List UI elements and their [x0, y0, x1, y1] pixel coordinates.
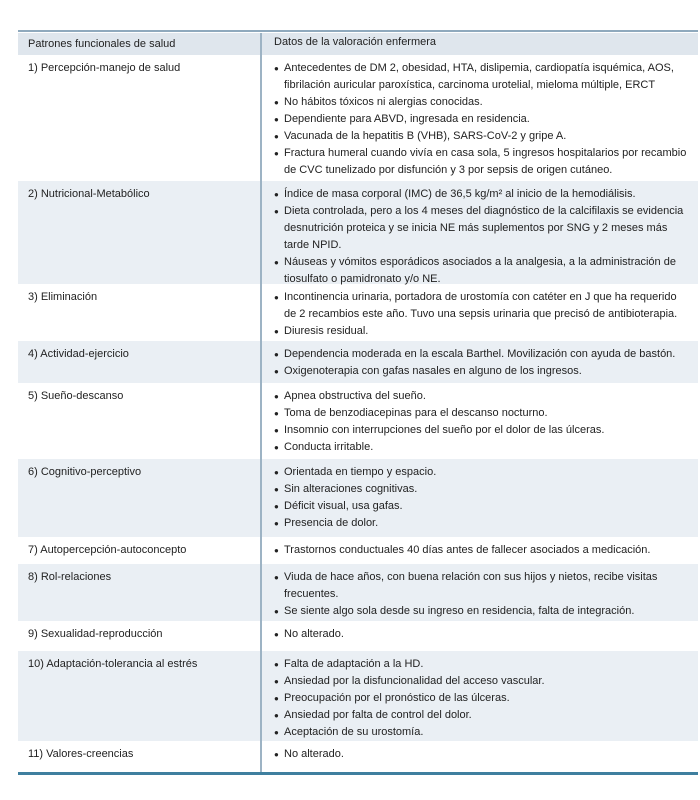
assessment-text: Ansiedad por falta de control del dolor. [284, 709, 472, 721]
assessment-item [274, 60, 690, 94]
assessment-item [274, 254, 690, 288]
assessment-text: Se siente algo sola desde su ingreso en residencia, falta de integración. [284, 605, 635, 617]
top-rule [18, 30, 698, 32]
bullet-icon: ● [274, 190, 279, 199]
assessment-item [274, 439, 690, 456]
bullet-icon: ● [274, 660, 279, 669]
table-row [18, 341, 698, 383]
assessment-item [274, 323, 690, 340]
assessment-text: Insomnio con interrupciones del sueño por el dolor de las úlceras. [284, 424, 605, 436]
bullet-icon: ● [274, 728, 279, 737]
assessment-text: Índice de masa corporal (IMC) de 36,5 kg/m² al inicio de la hemodiálisis. [284, 188, 636, 200]
assessment-item [274, 603, 690, 620]
assessment-item [274, 186, 690, 203]
bullet-icon: ● [274, 750, 279, 759]
pattern-cell: 8) Rol-relaciones [18, 564, 262, 621]
bullet-icon: ● [274, 64, 279, 73]
bullet-icon: ● [274, 98, 279, 107]
assessment-item [274, 94, 690, 111]
assessment-cell [262, 621, 698, 651]
assessment-cell [262, 341, 698, 383]
assessment-cell [262, 564, 698, 621]
assessment-cell [262, 537, 698, 564]
table-row [18, 741, 698, 773]
table-row [18, 564, 698, 621]
nursing-assessment-table [18, 33, 698, 773]
assessment-item [274, 203, 690, 254]
assessment-item [274, 690, 690, 707]
assessment-text: Dependencia moderada en la escala Barthel. Movilización con ayuda de bastón. [284, 348, 676, 360]
assessment-text: Apnea obstructiva del sueño. [284, 390, 426, 402]
assessment-text: Viuda de hace años, con buena relación con sus hijos y nietos, recibe visitas frecuentes. [284, 571, 658, 600]
assessment-text: Vacunada de la hepatitis B (VHB), SARS-CoV-2 y gripe A. [284, 130, 567, 142]
bullet-icon: ● [274, 607, 279, 616]
assessment-item [274, 422, 690, 439]
assessment-item [274, 481, 690, 498]
assessment-item [274, 405, 690, 422]
bullet-icon: ● [274, 327, 279, 336]
assessment-item [274, 346, 690, 363]
assessment-cell [262, 383, 698, 459]
assessment-item [274, 515, 690, 532]
assessment-item [274, 542, 690, 559]
assessment-text: Trastornos conductuales 40 días antes de fallecer asociados a medicación. [284, 544, 651, 556]
bullet-icon: ● [274, 367, 279, 376]
table-row [18, 621, 698, 651]
bullet-icon: ● [274, 502, 279, 511]
assessment-item [274, 289, 690, 323]
assessment-item [274, 707, 690, 724]
pattern-cell: 5) Sueño-descanso [18, 383, 262, 459]
pattern-cell: 10) Adaptación-tolerancia al estrés [18, 651, 262, 741]
header-data: Datos de la valoración enfermera [274, 36, 437, 48]
assessment-item [274, 128, 690, 145]
pattern-cell: 11) Valores-creencias [18, 741, 262, 773]
bullet-icon: ● [274, 426, 279, 435]
assessment-text: Diuresis residual. [284, 325, 369, 337]
bullet-icon: ● [274, 132, 279, 141]
assessment-cell [262, 181, 698, 284]
assessment-text: Sin alteraciones cognitivas. [284, 483, 418, 495]
bullet-icon: ● [274, 546, 279, 555]
bullet-icon: ● [274, 258, 279, 267]
bullet-icon: ● [274, 392, 279, 401]
table-row [18, 537, 698, 564]
assessment-text: Ansiedad por la disfuncionalidad del acceso vascular. [284, 675, 545, 687]
assessment-item [274, 569, 690, 603]
assessment-item [274, 746, 690, 763]
header-patterns: Patrones funcionales de salud [18, 33, 262, 55]
assessment-text: Antecedentes de DM 2, obesidad, HTA, dislipemia, cardiopatía isquémica, AOS, fibrilación auricular paroxística, carcinoma urotelial, mieloma múltiple, ERCT [284, 62, 674, 91]
assessment-text: Orientada en tiempo y espacio. [284, 466, 437, 478]
assessment-item [274, 673, 690, 690]
bullet-icon: ● [274, 677, 279, 686]
bullet-icon: ● [274, 293, 279, 302]
assessment-text: Oxigenoterapia con gafas nasales en alguno de los ingresos. [284, 365, 582, 377]
bullet-icon: ● [274, 207, 279, 216]
assessment-cell [262, 741, 698, 773]
assessment-item [274, 111, 690, 128]
table-row [18, 284, 698, 341]
pattern-cell: 3) Eliminación [18, 284, 262, 341]
bullet-icon: ● [274, 443, 279, 452]
assessment-text: No alterado. [284, 628, 344, 640]
assessment-item [274, 464, 690, 481]
bullet-icon: ● [274, 519, 279, 528]
table-row [18, 459, 698, 537]
assessment-item [274, 626, 690, 643]
assessment-cell [262, 284, 698, 341]
assessment-text: Fractura humeral cuando vivía en casa sola, 5 ingresos hospitalarios por recambio de CVC tunelizado por disfunción y 3 por sepsis de origen cutáneo. [284, 147, 687, 176]
table-row [18, 181, 698, 284]
assessment-text: Incontinencia urinaria, portadora de urostomía con catéter en J que ha requerido de 2 recambios este año. Tuvo una sepsis urinaria que precisó de antibioterapia. [284, 291, 678, 320]
assessment-text: Conducta irritable. [284, 441, 374, 453]
assessment-text: No hábitos tóxicos ni alergias conocidas. [284, 96, 483, 108]
assessment-item [274, 724, 690, 741]
assessment-text: Toma de benzodiacepinas para el descanso nocturno. [284, 407, 548, 419]
assessment-item [274, 363, 690, 380]
table-row [18, 383, 698, 459]
table-body [18, 55, 698, 773]
table-header [18, 33, 698, 55]
assessment-text: Preocupación por el pronóstico de las úlceras. [284, 692, 510, 704]
assessment-item [274, 498, 690, 515]
assessment-cell [262, 651, 698, 741]
assessment-cell [262, 459, 698, 537]
bullet-icon: ● [274, 485, 279, 494]
bullet-icon: ● [274, 468, 279, 477]
bullet-icon: ● [274, 149, 279, 158]
assessment-item [274, 145, 690, 179]
pattern-cell: 6) Cognitivo-perceptivo [18, 459, 262, 537]
assessment-text: Náuseas y vómitos esporádicos asociados a la analgesia, a la administración de tiosulfato o pamidronato y/o NE. [284, 256, 676, 285]
assessment-text: Déficit visual, usa gafas. [284, 500, 403, 512]
assessment-cell [262, 55, 698, 181]
bullet-icon: ● [274, 409, 279, 418]
assessment-item [274, 656, 690, 673]
pattern-cell: 2) Nutricional-Metabólico [18, 181, 262, 284]
assessment-text: Aceptación de su urostomía. [284, 726, 424, 738]
pattern-cell: 4) Actividad-ejercicio [18, 341, 262, 383]
bullet-icon: ● [274, 573, 279, 582]
assessment-text: Dieta controlada, pero a los 4 meses del diagnóstico de la calcifilaxis se evidencia desnutrición proteica y se inicia NE más suplementos por SNG y 2 meses más tarde NPID. [284, 205, 684, 251]
bullet-icon: ● [274, 350, 279, 359]
bullet-icon: ● [274, 630, 279, 639]
assessment-item [274, 388, 690, 405]
bullet-icon: ● [274, 115, 279, 124]
assessment-text: No alterado. [284, 748, 344, 760]
bullet-icon: ● [274, 711, 279, 720]
table-row [18, 651, 698, 741]
bottom-rule [18, 772, 698, 775]
assessment-text: Falta de adaptación a la HD. [284, 658, 424, 670]
pattern-cell: 7) Autopercepción-autoconcepto [18, 537, 262, 564]
assessment-text: Presencia de dolor. [284, 517, 379, 529]
table-row [18, 55, 698, 181]
pattern-cell: 1) Percepción-manejo de salud [18, 55, 262, 181]
bullet-icon: ● [274, 694, 279, 703]
pattern-cell: 9) Sexualidad-reproducción [18, 621, 262, 651]
assessment-text: Dependiente para ABVD, ingresada en residencia. [284, 113, 530, 125]
